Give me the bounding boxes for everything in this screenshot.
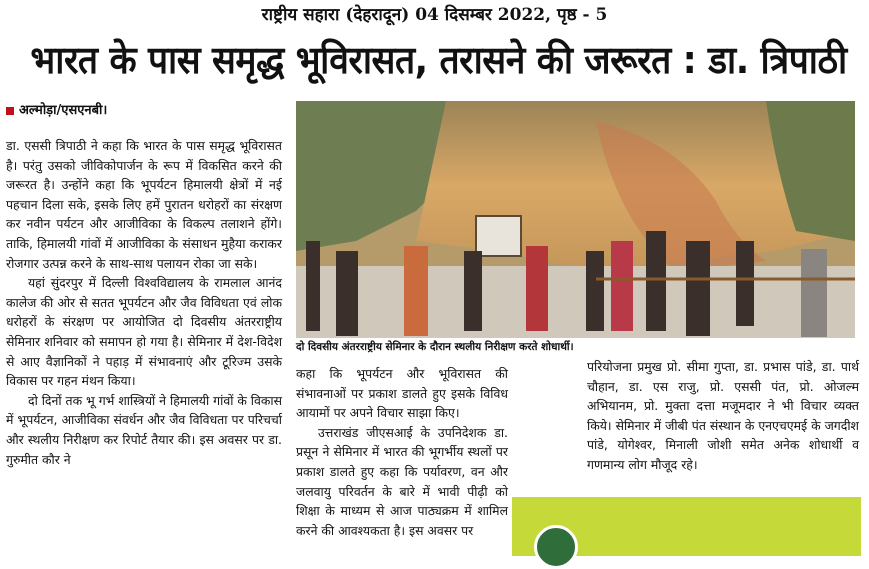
headline: भारत के पास समृद्ध भूविरासत, तरासने की जरूरत : डा. त्रिपाठी	[30, 38, 847, 82]
paragraph: यहां सुंदरपुर में दिल्ली विश्वविद्यालय के रामलाल आनंद कालेज की ओर से सतत भूपर्यटन और जैव विविधता एवं लोक धरोहरों के संरक्षण पर आयोजित दो दिवसीय अंतरराष्ट्रीय सेमिनार शनिवार को समापन हो गया है। सेमिनार में देश-विदेश से आए वैज्ञानिकों ने पहाड़ में संभावनाएं और टूरिज्म उसके विकास पर गहन मंथन किया।	[6, 275, 282, 389]
photo-caption: दो दिवसीय अंतरराष्ट्रीय सेमिनार के दौरान स्थलीय निरीक्षण करते शोधार्थी।	[296, 341, 574, 353]
dateline-text: अल्मोड़ा/एसएनबी।	[19, 103, 108, 118]
bullet-square-icon	[6, 107, 14, 115]
masthead: राष्ट्रीय सहारा (देहरादून) 04 दिसम्बर 2022, पृष्ठ - 5	[261, 5, 608, 25]
paragraph: परियोजना प्रमुख प्रो. सीमा गुप्ता, डा. प्रभास पांडे, डा. पार्थ चौहान, डा. एस राजु, प्रो. एससी पंत, प्रो. ओजल्म अभियानम, प्रो. मुक्ता दत्ता मजूमदार ने भी विचार व्यक्त किये। सेमिनार में जीबी पंत संस्थान के एनएचएमई के जगदीश पांडे, योगेश्वर, मिनाली जोशी समेत अनेक शोधार्थी व गणमान्य लोग मौजूद रहे।	[587, 359, 859, 472]
dateline	[6, 102, 107, 120]
article-column-3	[587, 357, 859, 475]
article-column-1	[6, 136, 282, 469]
paragraph: दो दिनों तक भू गर्भ शास्त्रियों ने हिमालयी गांवों के विकास में भूपर्यटन, आजीविका संवर्धन और जैव विविधता पर परिचर्चा और स्थलीय निरीक्षण कर रिपोर्ट तैयार की। इस अवसर पर डा. गुरुमीत कौर ने	[6, 392, 283, 467]
paragraph: कहा कि भूपर्यटन और भूविरासत की संभावनाओं पर प्रकाश डालते हुए इसके विविध आयामों पर अपने विचार साझा किए।	[296, 366, 508, 421]
news-photo	[296, 101, 855, 338]
paragraph: डा. एससी त्रिपाठी ने कहा कि भारत के पास समृद्ध भूविरासत है। परंतु उसको जीविकोपार्जन के रूप में विकसित करने की जरूरत है। उन्होंने कहा कि भूपर्यटन हिमालयी क्षेत्रों में नई पहचान दिला सके, इसके लिए हमें पुरातन धरोहरों का संरक्षण कर नवीन पर्यटन और आजीविका के विकल्प तलाशने होंगे। ताकि, हिमालयी गांवों में आजीविका के संसाधन मुहैया कराकर रोजगार उत्पन्न करने के साथ-साथ पलायन रोका जा सके।	[6, 138, 282, 271]
photo-illustration	[296, 101, 855, 338]
advertisement-box	[512, 497, 861, 556]
article-column-2	[296, 364, 508, 540]
paragraph: उत्तराखंड जीएसआई के उपनिदेशक डा. प्रसून ने सेमिनार में भारत की भूगर्भीय स्थलों पर प्रकाश डालते हुए कहा कि पर्यावरण, वन और जलवायु परिवर्तन के बारे में भावी पीढ़ी को शिक्षा के माध्यम से आज पाठ्यक्रम में शामिल करने की आवश्यकता है। इस अवसर पर	[296, 424, 508, 538]
emblem-logo-icon	[534, 525, 578, 569]
